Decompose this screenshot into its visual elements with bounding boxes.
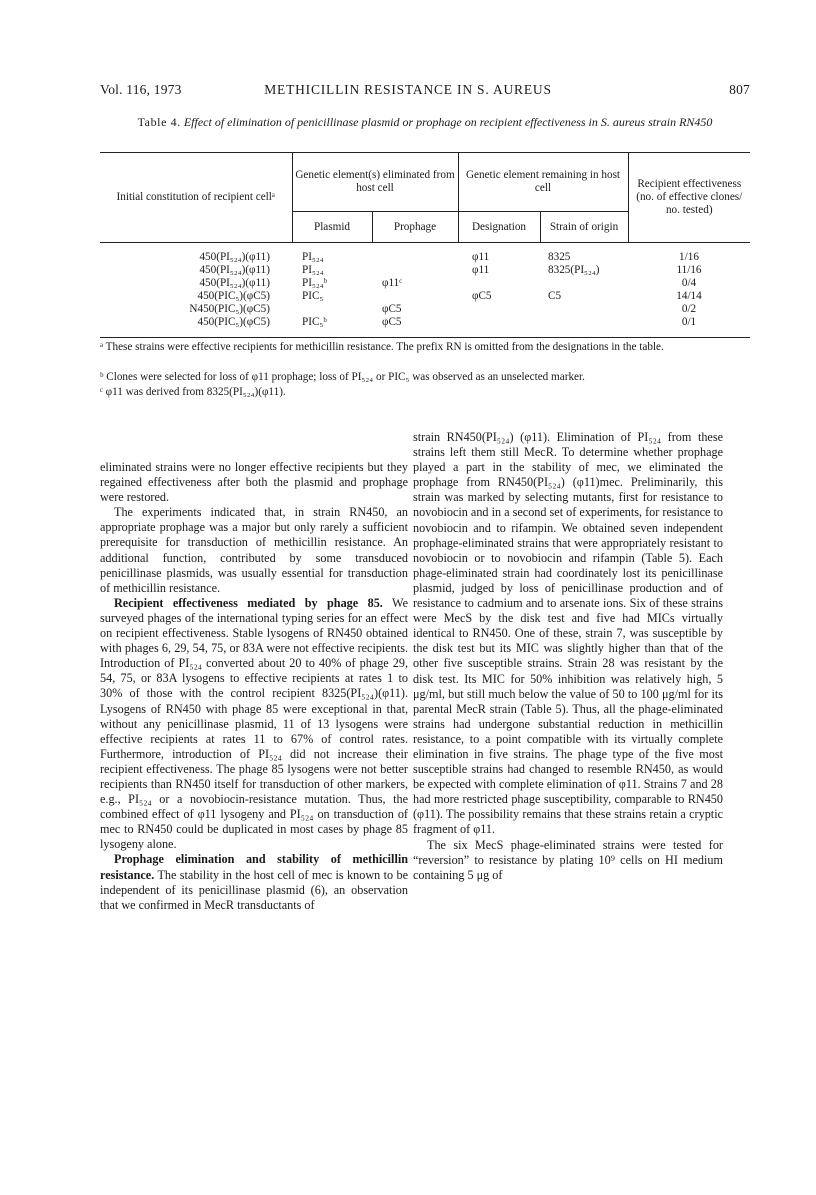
cell-effectiveness: 0/4	[681, 277, 697, 289]
table-row	[100, 290, 750, 303]
paragraph: eliminated strains were no longer effective recipients but they regained effectiveness after both the plasmid and prophage were restored.	[100, 460, 408, 505]
col-header-plasmid: Plasmid	[292, 212, 372, 243]
cell-plasmid: PI₅₂₄	[302, 264, 324, 276]
cell-strain: 8325(PI₅₂₄)	[548, 264, 600, 276]
cell-effectiveness: 0/1	[681, 316, 697, 328]
cell-strain	[540, 303, 628, 316]
cell-prophage	[372, 251, 458, 264]
page-number: 807	[729, 82, 750, 97]
cell-initial: 450(PIC₅)(φC5)	[197, 290, 270, 302]
cell-prophage	[372, 264, 458, 277]
cell-initial: 450(PI₅₂₄)(φ11)	[199, 277, 270, 289]
cell-initial: 450(PIC₅)(φC5)	[197, 316, 270, 328]
table-footnote-a: ᵃ These strains were effective recipients for methicillin resistance. The prefix RN is omitted from the designations in the table.	[100, 341, 664, 353]
table-4	[100, 152, 750, 338]
table-caption-label: Table 4.	[137, 115, 181, 129]
paragraph: strain RN450(PI₅₂₄) (φ11). Elimination of PI₅₂₄ from these strains left them still MecR. To determine whether prophage played a part in the stability of mec, we eliminated the prophage from RN450(PI₅₂₄) (φ11)mec. Preliminarily, this strain was marked by selecting mutants, first for resistance to novobiocin and in a second set of experiments, for resistance to novobiocin and to rifampin. We obtained seven independent prophage-eliminated strains that were appropriately resistant to novobiocin or to novobiocin and rifampin (Table 5). Each phage-eliminated strain had coordinately lost its penicillinase plasmid, judged by loss of penicillinase production and of resistance to cadmium and to arsenate ions. Six of these strains were MecS by the disk test and five had MICs virtually identical to RN450. One of these, strain 7, was susceptible by the disk test but its MIC was slightly higher than that of the other five susceptible strains. Strain 28 was resistant by the disk test. Its MIC for 50% inhibition was relatively high, 5 μg/ml, but still much below the value of 50 to 100 μg/ml for its parental MecR strain (Table 5). Thus, all the phage-eliminated strains had undergone substantial reduction in methicillin resistance, to a point compatible with its virtually complete elimination in five strains. The phage type of the five most susceptible strains had changed to resemble RN450, as would be expected with complete elimination of φ11. Strains 7 and 28 had more restricted phage susceptibility, comparable to RN450 (φ11). The possibility remains that these strains retain a cryptic fragment of φ11.	[413, 430, 723, 837]
paragraph-body: We surveyed phages of the international typing series for an effect on recipient effectiveness. Stable lysogens of RN450 obtained with phages 6, 29, 54, 75, or 83A were not effective recipients. Introduction of PI₅₂₄ converted about 20 to 40% of phage 29, 54, 75, or 83A lysogens to effective recipients at rates 1 to 30% of those with the control recipient 8325(PI₅₂₄)(φ11). Lysogens of RN450 with phage 85 were exceptional in that, without any penicillinase plasmid, 11 of 13 lysogens were effective recipients at rates 11 to 67% of control rates. Furthermore, introduction of PI₅₂₄ did not increase their recipient effectiveness. The phage 85 lysogens were not better recipients than RN450 itself for transduction of other markers, e.g., PI₅₂₄ or a novobiocin-resistance mutation. Thus, the combined effect of φ11 lysogeny and PI₅₂₄ on transduction of mec to RN450 could be duplicated in most cases by phage 85 lysogeny alone.	[100, 595, 408, 852]
cell-effectiveness: 1/16	[679, 251, 699, 263]
cell-prophage	[372, 290, 458, 303]
col-header-eliminated: Genetic element(s) eliminated from host cell	[292, 153, 458, 212]
running-head-volume: Vol. 116, 1973	[100, 82, 182, 97]
col-header-prophage: Prophage	[372, 212, 458, 243]
cell-prophage: φC5	[382, 303, 402, 315]
cell-designation	[458, 316, 540, 329]
section-heading: Recipient effectiveness mediated by phage 85.	[114, 595, 383, 610]
paragraph: The six MecS phage-eliminated strains were tested for “reversion” to resistance by plating 10⁹ cells on HI medium containing 5 μg of	[413, 837, 723, 882]
col-header-strain-origin: Strain of origin	[540, 212, 628, 243]
table-footnote-b: ᵇ Clones were selected for loss of φ11 prophage; loss of PI₅₂₄ or PIC₅ was observed as an unselected marker.	[100, 371, 585, 383]
paragraph	[100, 852, 408, 912]
cell-effectiveness: 0/2	[681, 303, 697, 315]
table-row	[100, 303, 750, 316]
cell-plasmid: PIC₅ᵇ	[302, 316, 327, 328]
table-caption	[100, 114, 750, 130]
cell-strain	[540, 277, 628, 290]
table-row	[100, 251, 750, 264]
cell-effectiveness: 14/14	[676, 290, 702, 302]
cell-prophage: φ11ᶜ	[382, 277, 403, 289]
cell-plasmid	[292, 303, 372, 316]
running-head-title: METHICILLIN RESISTANCE IN S. AUREUS	[264, 82, 552, 97]
cell-designation: φ11	[472, 251, 490, 263]
cell-effectiveness: 11/16	[676, 264, 702, 276]
cell-initial: 450(PI₅₂₄)(φ11)	[199, 264, 270, 276]
col-header-initial: Initial constitution of recipient cellᵃ	[100, 153, 292, 243]
cell-strain	[540, 316, 628, 329]
right-column	[413, 430, 723, 883]
cell-designation	[458, 277, 540, 290]
table-footnote-c: ᶜ φ11 was derived from 8325(PI₅₂₄)(φ11).	[100, 386, 286, 398]
section-heading: Prophage elimination and stability of methicillin resistance.	[100, 852, 408, 882]
col-header-remaining: Genetic element remaining in host cell	[458, 153, 628, 212]
table-row	[100, 264, 750, 277]
cell-designation	[458, 303, 540, 316]
left-column	[100, 460, 408, 913]
col-header-effectiveness: Recipient effectiveness (no. of effective clones/ no. tested)	[628, 153, 750, 243]
cell-initial: 450(PI₅₂₄)(φ11)	[199, 251, 270, 263]
cell-plasmid: PI₅₂₄ᵇ	[302, 277, 328, 289]
cell-designation: φ11	[472, 264, 490, 276]
paragraph: The experiments indicated that, in strain RN450, an appropriate prophage was a major but only rarely a sufficient prerequisite for transduction of methicillin resistance. An additional function, contributed by some transduced penicillinase plasmids, was usually essential for transduction of methicillin resistance.	[100, 505, 408, 595]
cell-prophage: φC5	[382, 316, 402, 328]
cell-plasmid: PIC₅	[302, 290, 324, 302]
cell-designation: φC5	[472, 290, 492, 302]
cell-initial: N450(PIC₅)(φC5)	[189, 303, 270, 315]
cell-strain: C5	[548, 290, 562, 302]
col-header-designation: Designation	[458, 212, 540, 243]
cell-strain: 8325	[548, 251, 571, 263]
paragraph	[100, 596, 408, 853]
cell-plasmid: PI₅₂₄	[302, 251, 324, 263]
paragraph-body: The stability in the host cell of mec is known to be independent of its penicillinase plasmid (6), an observation that we confirmed in MecR transductants of	[100, 867, 408, 912]
table-caption-text: Effect of elimination of penicillinase plasmid or prophage on recipient effectiveness in S. aureus strain RN450	[183, 115, 713, 129]
table-row	[100, 277, 750, 290]
table-row	[100, 316, 750, 329]
